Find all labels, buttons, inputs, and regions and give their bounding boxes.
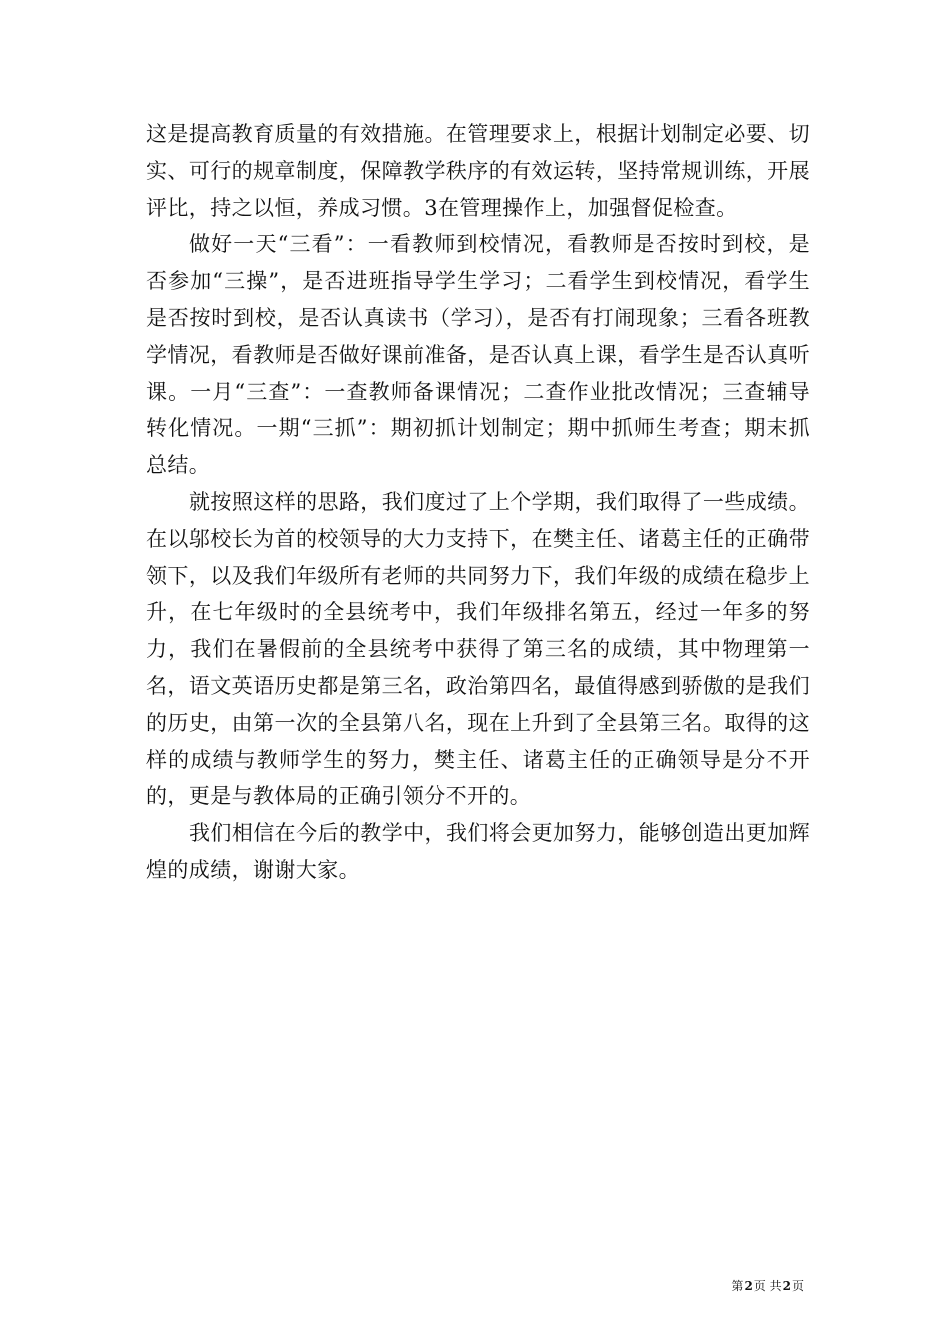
footer-suffix: 页 <box>791 1279 804 1293</box>
footer-prefix: 第 <box>731 1279 744 1293</box>
paragraph-inspection: 做好一天“三看”：一看教师到校情况，看教师是否按时到校，是否参加“三操”，是否进班指导学生学习；二看学生到校情况，看学生是否按时到校，是否认真读书（学习），是否有打闹现象；三看各班教学情况，看教师是否做好课前准备，是否认真上课，看学生是否认真听课。一月“三查”：一查教师备课情况；二查作业批改情况；三查辅导转化情况。一期“三抓”：期初抓计划制定；期中抓师生考查；期末抓总结。 <box>146 232 810 478</box>
footer-total-pages: 2 <box>782 1279 791 1293</box>
paragraph-closing: 我们相信在今后的教学中，我们将会更加努力，能够创造出更加辉煌的成绩，谢谢大家。 <box>146 821 810 882</box>
footer-middle: 页 共 <box>753 1279 782 1293</box>
page-footer <box>731 1278 804 1294</box>
document-body <box>146 116 810 889</box>
paragraph-management: 这是提高教育质量的有效措施。在管理要求上，根据计划制定必要、切实、可行的规章制度，保障教学秩序的有效运转，坚持常规训练，开展评比，持之以恒，养成习惯。3在管理操作上，加强督促检查。 <box>146 122 810 220</box>
paragraph-achievements: 就按照这样的思路，我们度过了上个学期，我们取得了一些成绩。在以邬校长为首的校领导的大力支持下，在樊主任、诸葛主任的正确带领下，以及我们年级所有老师的共同努力下，我们年级的成绩在稳步上升，在七年级时的全县统考中，我们年级排名第五，经过一年多的努力，我们在暑假前的全县统考中获得了第三名的成绩，其中物理第一名，语文英语历史都是第三名，政治第四名，最值得感到骄傲的是我们的历史，由第一次的全县第八名，现在上升到了全县第三名。取得的这样的成绩与教师学生的努力，樊主任、诸葛主任的正确领导是分不开的，更是与教体局的正确引领分不开的。 <box>146 489 810 809</box>
footer-current-page: 2 <box>744 1279 753 1293</box>
